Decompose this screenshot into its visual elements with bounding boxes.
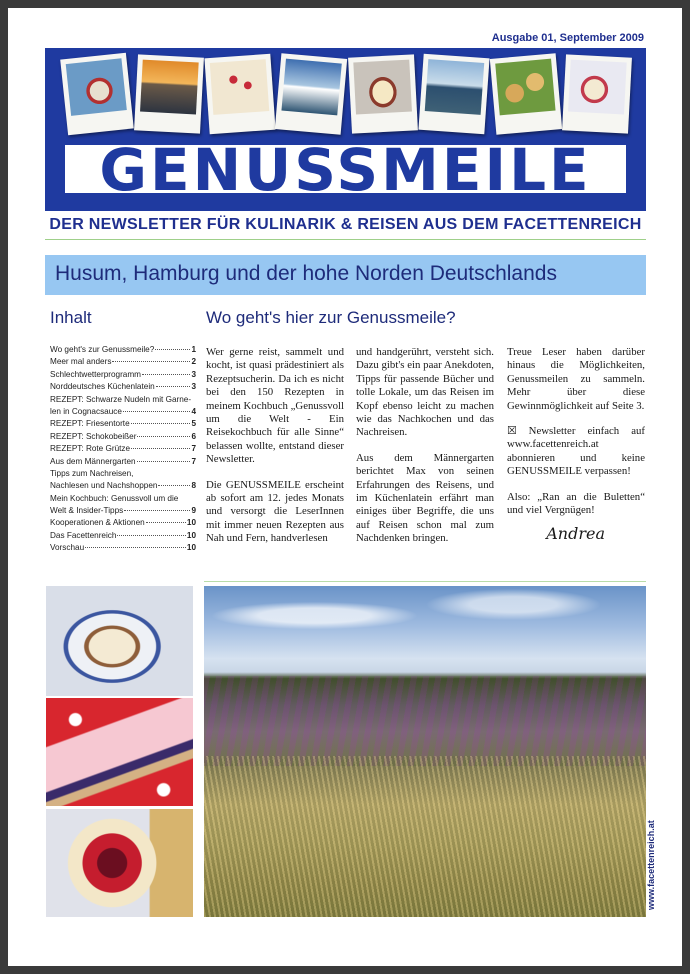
toc-item[interactable]: Vorschau 10 <box>50 543 196 553</box>
toc-item[interactable]: Nachlesen und Nachshoppen 8 <box>50 481 196 491</box>
article-column-3 <box>507 346 645 544</box>
toc-item[interactable]: Das Facettenreich 10 <box>50 530 196 540</box>
masthead-photo-sunset <box>134 54 204 133</box>
photo-cheesecake <box>46 586 193 696</box>
headline-bar <box>45 255 646 295</box>
article-paragraph: und handgerührt, versteht sich. Dazu gibt's ein paar Anekdoten, Tipps für passende Bücher und tolle Lokale, um das Reisen im Kopf ebenso leicht zu machen wie das Nachkochen und das Nachreisen. <box>356 346 494 439</box>
toc-item[interactable]: REZEPT: Schwarze Nudeln mit Garne- <box>50 394 192 404</box>
tagline: DER NEWSLETTER FÜR KULINARIK & REISEN AUS DEM FACETTENREICH <box>49 216 642 233</box>
newsletter-page <box>8 8 682 966</box>
article-paragraph: Aus dem Männergarten berichtet Max von seinen Erfahrungen des Reisens, und im Küchenlatein erfährt man einiges über Begriffe, die uns auf Reisen schon mal zum Nachdenken bringen. <box>356 451 494 545</box>
masthead-photo-soup <box>60 53 134 135</box>
divider <box>45 239 646 240</box>
issue-label: Ausgabe 01, September 2009 <box>491 32 644 44</box>
article-column-1 <box>206 346 344 558</box>
toc-item[interactable]: Welt & Insider-Tipps 9 <box>50 506 196 516</box>
toc-item[interactable]: REZEPT: Schokobeißer 6 <box>50 431 196 441</box>
article-paragraph: Treue Leser haben darüber hinaus die Möglichkeiten, Genussmeilen zu sammeln. Mehr über diese Gewinnmöglichkeit auf Seite 3. <box>507 346 645 412</box>
toc-item[interactable]: Norddeutsches Küchenlatein 3 <box>50 382 196 392</box>
masthead-photo-wave <box>275 53 347 134</box>
toc-item[interactable]: Aus dem Männergarten 7 <box>50 456 196 466</box>
toc-item[interactable]: Kooperationen & Aktionen 10 <box>50 518 196 528</box>
toc-title: Inhalt <box>50 308 92 327</box>
article-title: Wo geht's hier zur Genussmeile? <box>206 308 456 327</box>
article-paragraph: Die GENUSSMEILE erscheint ab sofort am 12. jedes Monats und versorgt die LeserInnen mit immer neuen Rezepten aus Nah und Fern, handverlesen <box>206 478 344 545</box>
article-paragraph: Also: „Ran an die Buletten“ und viel Vergnügen! <box>507 490 645 517</box>
article-paragraph: Wer gerne reist, sammelt und kocht, ist quasi prädestiniert als Rezeptsucherin. Da ich es nicht bei den 150 Rezepten in meinem Kochbuch „Genussvoll um die Welt - Ein Reisekochbuch für alle Sinne“ belassen wollte, entstand dieser Newsletter. <box>206 346 344 466</box>
photo-heathland <box>204 586 646 917</box>
toc-item[interactable]: Wo geht's zur Genussmeile? 1 <box>50 345 196 354</box>
table-of-contents <box>50 344 196 555</box>
newsletter-subscribe-text[interactable]: ☒ Newsletter einfach auf www.facettenreich.at abonnieren und keine GENUSSMEILE verpassen! <box>507 425 645 478</box>
headline: Husum, Hamburg und der hohe Norden Deutschlands <box>55 262 557 285</box>
website-url[interactable]: www.facettenreich.at <box>646 820 656 910</box>
toc-item[interactable]: Meer mal anders 2 <box>50 357 196 367</box>
masthead <box>45 48 646 211</box>
signature: Andrea <box>546 524 605 544</box>
photo-berry-cake <box>46 698 193 806</box>
toc-item[interactable]: Schlechtwetterprogramm 3 <box>50 369 196 379</box>
masthead-photo-sea <box>418 54 489 134</box>
divider <box>204 581 646 582</box>
article-column-2 <box>356 346 494 558</box>
photo-rote-gruetze <box>46 809 193 917</box>
masthead-photo-strawberries <box>204 54 275 134</box>
toc-item[interactable]: len in Cognacsauce 4 <box>50 406 196 416</box>
masthead-photo-tart <box>562 54 632 133</box>
toc-item[interactable]: REZEPT: Rote Grütze 7 <box>50 444 196 454</box>
masthead-photo-muffins <box>490 53 562 134</box>
masthead-photo-cake <box>348 54 418 133</box>
toc-item[interactable]: REZEPT: Friesentorte 5 <box>50 419 196 429</box>
toc-item[interactable]: Mein Kochbuch: Genussvoll um die <box>50 493 179 503</box>
newsletter-logo: GENUSSMEILE <box>65 145 626 193</box>
toc-item[interactable]: Tipps zum Nachreisen, <box>50 468 134 478</box>
